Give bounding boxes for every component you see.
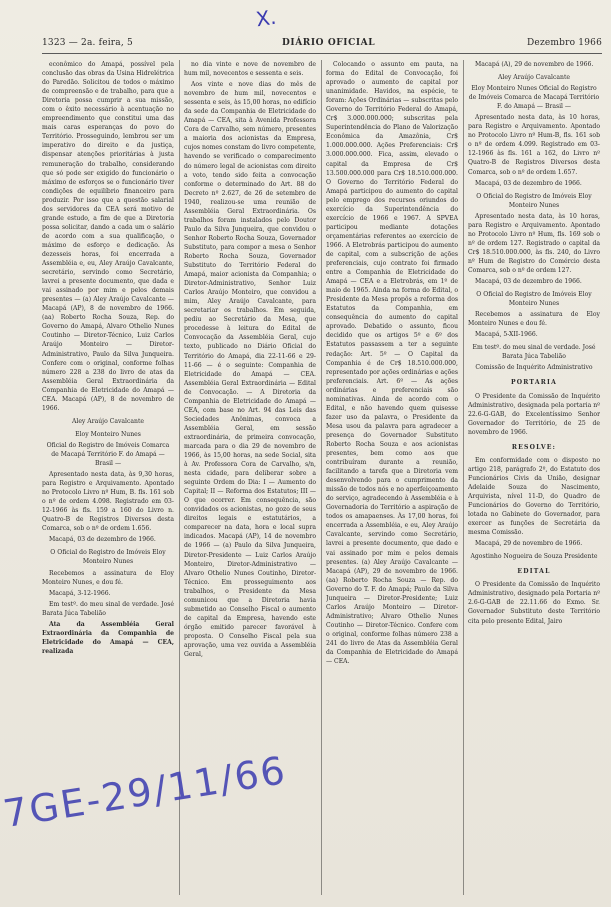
paragraph: Macapá, 03 de dezembro de 1966. [475,278,582,286]
paragraph: Ata da Assembléia Geral Extraordinária da Companhia de Eletricidade do Amapá — CEA, realizada [42,620,174,655]
journal-title: DIÁRIO OFICIAL [282,38,376,48]
handwritten-annotation: 7GE-29/11/66 [0,747,290,837]
paragraph: Apresentado nesta data, às 9,30 horas, para Registro e Arquivamento. Apontado no Protocolo Livro nº Hum, B. fls. 161 sob o nº de ordem 4.098. Registrado em 03-12-1966 às fls. 159 a 160 do Livro n. Quatro-B de Registros Diversos desta Comarca, sob o nº de ordem 1.656. [42,471,174,533]
paragraph: EDITAL [517,568,551,576]
column-3 [326,60,458,900]
paragraph: O Oficial do Registro de Imóveis Eloy Monteiro Nunes [476,192,592,209]
paragraph: Macapá (A), 29 de novembro de 1966. [475,61,594,68]
weekday-section: 2a. feira, 5 [81,38,133,48]
paragraph: PORTARIA [510,379,558,387]
paragraph: Eloy Monteiro Nunes Oficial do Registro de Imóveis Comarca de Macapá Território F. do Amapá — Brasil — [468,85,600,111]
page-number: 1323 [42,38,66,48]
paragraph: Macapá, 3-12-1966. [49,589,111,597]
paragraph: O Oficial do Registro de Imóveis Eloy Monteiro Nunes [50,549,166,566]
column-divider [463,60,464,895]
paragraph: Macapá, 03 de dezembro de 1966. [49,536,156,544]
issue-date: Dezembro 1966 [527,38,602,48]
header-rule [42,53,602,54]
paragraph: Apresentado nesta data, às 10 horas, para Registro e Arquivamento. Apontado no Protocolo Livro nº Hum-B, fls. 161 sob o nº de ordem 4.099. Registrado em 03-12-1966 às fls. 161 a 162, do Livro nº Quatro-B de Registros Diversos desta Comarca, sob o nº de ordem 1.657. [468,114,600,176]
paragraph: O Oficial do Registro de Imóveis Eloy Monteiro Nunes [476,291,592,308]
paragraph: Aley Araújo Cavalcante [497,74,571,82]
paragraph: Macapá, 03 de dezembro de 1966. [475,179,582,187]
column-4 [468,60,600,900]
paragraph: Aos vinte e nove dias do mês de novembro de hum mil, novecentos e sessenta e seis, às 15,00 horas, no edifício da sede da Companhia de Eletricidade do Amapá — CEA, sita à Avenida Professora Cora de Carvalho, sem número, presentes a maioria dos acionistas da Empresa, cujos nomes constam do livro competente, havendo se verificado o comparecimento do número legal de acionistas com direito a voto, tendo sido feita a convocação conforme o determinado do Art. 88 do Decreto nº 2.627, de 26 de setembro de 1940, realizou-se uma reunião de Assembléia Geral Extraordinária. Os trabalhos foram instalados pelo Doutor Paulo da Silva Junqueira, que convidou o Senhor Roberto Rocha Souza, Governador Substituto, para compor a mesa o Senhor Roberto Rocha Souza, Governador Substituto do Território Federal do Amapá, maior acionista da Companhia; o Diretor-Administrativo, Senhor Luiz Carlos Araújo Monteiro, que convidou a mim, Aley Araújo Cavalcante, para secretariar os trabalhos. Em seguida, pediu ao Secretário da Mesa, que procedesse à leitura do Edital de Convocação da Assembléia Geral, cujo texto, publicado no Diário Oficial do Território do Amapá, dia 22-11-66 e 29-11-66 — é o seguinte: Companhia de Eletricidade do Amapá — CEA. Assembléia Geral Extraordinária — Edital de Convocação. — A Diretoria da Companhia de Eletricidade do Amapá — CEA, com base no Art. 94 das Leis das Sociedades Anônimas, convoca a Assembléia Geral, em sessão extraordinária, de primeira convocação, marcada para o dia 29 de novembro de 1966, às 15,00 horas, na sede Social, sita à Av. Professora Cora de Carvalho, s/n, nesta cidade, para deliberar sobre a seguinte Ordem do Dia: I — Aumento do Capital; II — Reforma dos Estatutos; III — O que ocorrer. Em consequência, são convidados os acionistas, no gozo de seus direitos legais e estatutários, a comparecer na data, hora e local supra indicados. Macapá (AP), 14 de novembro de 1966 — (a) Paulo da Silva Junqueira, Diretor-Presidente — Luiz Carlos Araújo Monteiro, Diretor-Administrativo — Alvaro Othelio Nunes Coutinho, Diretor-Técnico. Em prosseguimento aos trabalhos, o Presidente da Mesa comunicou que a Diretoria havia submetido ao Conselho Fiscal o aumento de capital da Empresa, havendo este órgão emitido parecer favorável à proposta. O Conselho Fiscal pela sua aprovação, uma vez ouvida a Assembléia Geral, [184,81,316,659]
paragraph: Macapá, 5-XII-1966. [475,331,538,339]
page-header [42,38,602,54]
paragraph: Eloy Monteiro Nunes [75,430,141,438]
paragraph: Em conformidade com o disposto no artigo 218, parágrafo 2º, do Estatuto dos Funcionários Civis da União, designar Adelaide Souza do Nascimento, Arquivista, nível 11-D, do Quadro de Funcionários do Governo do Território, lotada no Gabinete do Governador, para exercer as funções de Secretária da mesma Comissão. [468,456,600,537]
paragraph: Em testº. do meu sinal de verdade. José Barata Júca Tabelião [472,344,596,361]
paragraph: Apresentado nesta data, às 10 horas, para Registro e Arquivamento. Apontado no Protocolo Livro nº Hum, fls. 169 sob o nº de ordem 127. Registrado o capital da Cr$ 18.510.000.000, às fls. 240, do Livro nº Hum de Registro do Comércio desta Comarca, sob o nº de ordem 127. [468,212,600,274]
paragraph: RESOLVE: [511,443,557,451]
paragraph: O Presidente da Comissão de Inquérito Administrativo, designado pela Portaria nº 2.6-G-GAB de 22.11.66 do Exmo. Sr. Governador Substituto deste Território cita pelo presente Edital, Jairo [468,581,600,625]
paragraph: no dia vinte e nove de novembro de hum mil, novecentos e sessenta e seis. [184,61,316,78]
paragraph: Aley Araújo Cavalcante [71,417,145,425]
paragraph: Colocando o assunto em pauta, na forma do Edital de Convocação, foi aprovado o aumento de capital por unanimidade. Havidos, na espécie, te foram: Ações Ordinárias — subscritas pelo Governo do Território Federal do Amapá, Cr$ 3.000.000.000; subscritas pela Superintendência do Plano de Valorização Econômica da Amazônia, Cr$ 1.000.000.000. Ações Preferenciais: Cr$ 3.000.000.000. Fica, assim, elevado o capital da Empresa de Cr$ 13.500.000.000 para Cr$ 18.510.000.000. O Governo do Território Federal do Amapá participou do aumento do capital pelo emprego dos recursos oriundos do exercício da Superintendência do exercício de 1966 e 1967. A SPVEA participou mediante dotações orçamentárias referentes ao exercício de 1966. A Eletrobrás participou do aumento de capital, com a subscrição de ações preferenciais, cujo contrato foi firmado entre a Companhia de Eletricidade do Amapá — CEA e a Eletrobrás, em 1º de maio de 1965. Ainda na forma do Edital, o Presidente da Mesa propôs a reforma dos Estatutos da Companhia, em consequência do aumento do capital aprovado. Debatido o assunto, ficou decidido que os artigos 5º e 6º dos Estatutos passassem a ter a seguinte redação: Art. 5º — O Capital da Companhia é de Cr$ 18.510.000.000, representado por ações ordinárias e ações preferenciais. Art. 6º — As ações ordinárias e preferenciais são nominativas. Ainda de acordo com o Edital, e não havendo quem quisesse fazer uso da palavra, o Presidente da Mesa usou da palavra para agradecer a presença do Governador Substituto Roberto Rocha Souza e aos acionistas presentes, bem como aos que contribuíram durante a reunião, facilitando a tarefa que a Diretoria vem desenvolvendo para o cumprimento da missão de todos nós e no aperfeiçoamento do serviço, agradecendo à Assembléia e à Governadoria do Território a aspiração de todos os amapaenses. Às 17,00 horas, foi encerrada a Assembléia, e eu, Aley Araújo Cavalcante, servindo como Secretário, lavrei a presente documento, que dado e vai assinado por mim e pelos demais presentes. (a) Aley Araújo Cavalcante — Macapá (AP), 29 de novembro de 1966. (aa) Roberto Rocha Souza — Rep. do Governo do T. F. do Amapá; Paulo da Silva Junqueira — Diretor-Presidente; Luiz Carlos Araújo Monteiro — Diretor-Administrativo; Alvaro Othelio Nunes Coutinho — Diretor-Técnico. Confere com o original, conforme folhas número 238 a 241 do livro de Atas da Assembléia Geral da Companhia de Eletricidade do Amapá — CEA. [326,61,458,666]
handwritten-mark: X. [254,4,278,32]
paragraph: Recebemos a assinatura de Eloy Monteiro Nunes, e dou fé. [42,569,174,586]
paragraph: Em testº. do meu sinal de verdade. José Barata Júca Tabelião [42,600,174,617]
paragraph: O Presidente da Comissão de Inquérito Administrativo, designada pela portaria nº 22.6-G-GAB, do Excelentíssimo Senhor Governador do Território, de 25 de novembro de 1966. [468,392,600,436]
paragraph: Macapá, 29 de novembro de 1966. [475,540,583,548]
paragraph: Comissão de Inquérito Administrativo [475,364,593,372]
paragraph: econômico do Amapá, possível pela conclusão das obras da Usina Hidrelétrica do Paredão. Solicitou de todos o máximo de compreensão e de trabalho, para que a Diretoria possa cumprir a sua missão, com o êxito necessário à acentuação no empreendimento que constitui uma das mais caras esperanças do povo do Território. Prosseguindo, lembrou ser um imperativo do direito e da justiça, dispensar atenções prioritárias à justa remuneração do trabalho, considerando que só pode ser exigido do funcionário o máximo de esforços se o funcionário tiver condições de equilíbrio financeiro para produzir. Por isso que a questão salarial dos servidores da CEA será motivo de grande estudo, a fim de que a Diretoria possa solicitar, dando a cada um o salário de acordo com a sua qualificação, o máximo de esforço e dedicação. Às dezesseis horas, foi encerrada a Assembléia e, eu, Aley Araújo Cavalcante, secretário, servindo como Secretário, lavrei a presente documento, que dada e vai assinado por mim e pelos demais presentes — (a) Aley Araújo Cavalcante — Macapá (AP), 8 de novembro de 1966. (aa) Roberto Rocha Souza, Rep. do Governo do Amapá, Alvaro Othelio Nunes Coutinho — Diretor-Técnico, Luiz Carlos Araújo Monteiro — Diretor-Administrativo, Paulo da Silva Junqueira. Confere com o original, conforme folhas número 228 a 238 do livro de atas da Assembléia Geral Extraordinária da Companhia de Eletricidade do Amapá — CEA. Macapá (AP), 8 de novembro de 1966. [42,61,174,412]
paragraph: Oficial do Registro de Imóveis Comarca de Macapá Território F. do Amapá — Brasil — [46,441,170,468]
page-number-section: 1323 — 2a. feira, 5 [42,38,133,48]
paragraph: Agostinho Nogueira de Souza Presidente [470,553,598,561]
column-divider [321,60,322,895]
paragraph: Recebemos a assinatura de Eloy Monteiro Nunes e dou fé. [468,311,600,328]
